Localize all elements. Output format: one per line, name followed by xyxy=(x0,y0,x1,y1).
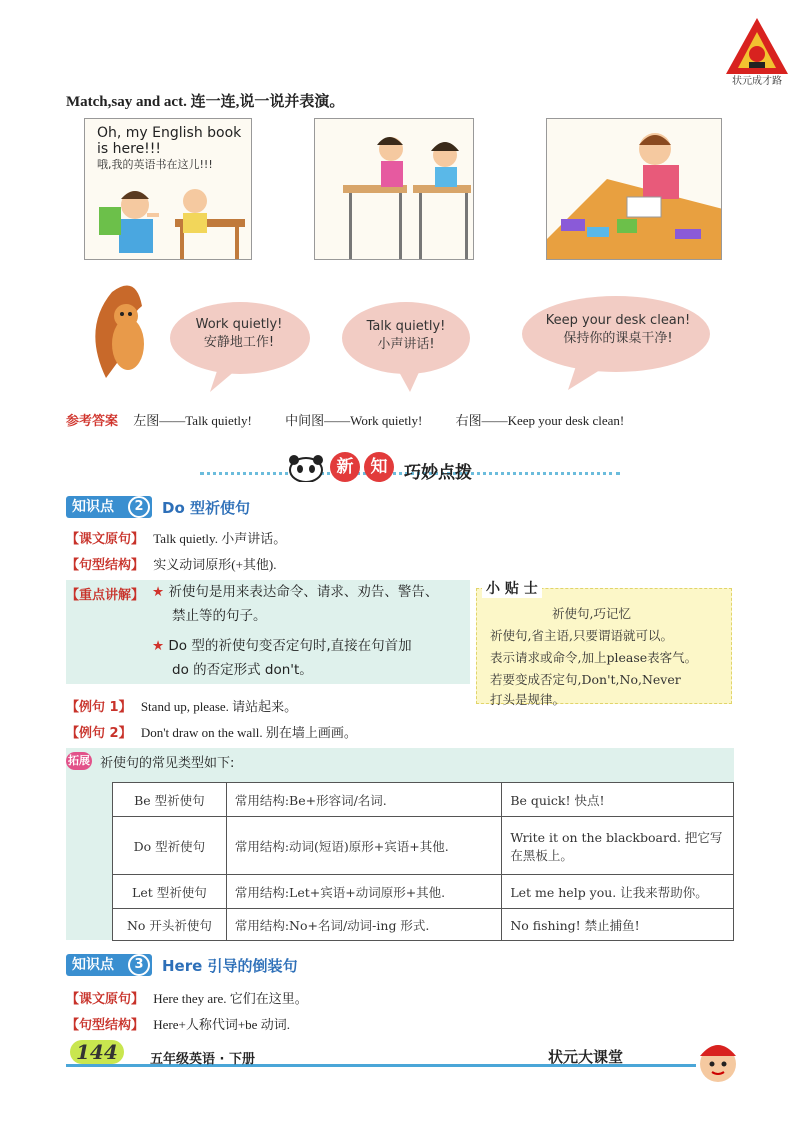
kp3-text-value: Here they are. 它们在这里。 xyxy=(153,991,308,1006)
answer-item-3: 右图——Keep your desk clean! xyxy=(455,413,625,428)
panda-icon xyxy=(286,452,326,482)
table-cell: Write it on the blackboard. 把它写在黑板上。 xyxy=(502,817,734,875)
extension-intro: 祈使句的常见类型如下: xyxy=(100,756,235,771)
extension-tag: 拓展 xyxy=(66,752,92,770)
speech-bubble-3-text xyxy=(528,312,708,348)
table-cell: 常用结构:Be+形容词/名词. xyxy=(226,783,502,817)
kp2-focus-label-row xyxy=(66,584,150,603)
speech-bubble-2-en: Talk quietly! xyxy=(366,319,446,334)
tip-line-2: 祈使句,省主语,只要谓语就可以。 xyxy=(490,628,673,643)
speech-bubble-2-text xyxy=(346,318,466,354)
ex1-value: Stand up, please. 请站起来。 xyxy=(140,699,298,714)
kp2-struct-label: 【句型结构】 xyxy=(66,558,145,573)
table-cell: 常用结构:No+名词/动词-ing 形式. xyxy=(226,909,502,941)
ex2-value: Don't draw on the wall. 别在墙上画画。 xyxy=(140,725,357,740)
page-number: 144 xyxy=(70,1040,124,1064)
banner-title: 巧妙点拨 xyxy=(404,463,472,483)
picture-panel-right xyxy=(546,118,722,260)
table-cell: No fishing! 禁止捕鱼! xyxy=(502,909,734,941)
table-cell: 常用结构:动词(短语)原形+宾语+其他. xyxy=(226,817,502,875)
squirrel-icon xyxy=(86,278,152,388)
focus-line-1a xyxy=(152,582,438,602)
table-row xyxy=(113,909,734,941)
table-cell: Do 型祈使句 xyxy=(113,817,227,875)
kp3-struct-label: 【句型结构】 xyxy=(66,1018,145,1033)
answer-label: 参考答案 xyxy=(66,414,119,429)
students-talking-icon xyxy=(315,119,474,260)
kp2-example-1 xyxy=(66,696,297,715)
tip-title: 小 贴 士 xyxy=(482,578,542,598)
table-cell: No 开头祈使句 xyxy=(113,909,227,941)
kp2-struct-value: 实义动词原形(+其他). xyxy=(153,557,277,572)
kp3-label-text: 知识点 xyxy=(72,957,114,973)
answer-item-1: 左图——Talk quietly! xyxy=(133,413,252,428)
kp2-struct-row xyxy=(66,554,277,573)
kp2-text-label: 【课文原句】 xyxy=(66,532,145,547)
logo-text: 状元成才路 xyxy=(732,76,782,87)
table-cell: Let me help you. 让我来帮助你。 xyxy=(502,875,734,909)
instruction: Match,say and act. 连一连,说一说并表演。 xyxy=(66,94,345,110)
speech-bubble-3-cn: 保持你的课桌干净! xyxy=(563,331,673,346)
bubble-text-cn: 哦,我的英语书在这儿!!! xyxy=(97,158,213,171)
picture-panel-middle xyxy=(314,118,474,260)
speech-bubble-1-text xyxy=(176,316,302,352)
table-cell: 常用结构:Let+宾语+动词原形+其他. xyxy=(226,875,502,909)
kp2-label-text: 知识点 xyxy=(72,499,114,515)
reference-answer xyxy=(66,410,654,429)
bubble-text-en: Oh, my English book is here!!! xyxy=(97,125,242,157)
table-row xyxy=(113,783,734,817)
banner-char-1: 新 xyxy=(330,452,360,482)
table-row xyxy=(113,875,734,909)
tip-line-1: 祈使句,巧记忆 xyxy=(552,606,631,621)
picture-panel-left xyxy=(84,118,252,260)
kp3-text-label: 【课文原句】 xyxy=(66,992,145,1007)
brand-name: 状元大课堂 xyxy=(548,1048,624,1066)
speech-bubble-2-cn: 小声讲话! xyxy=(377,337,435,352)
speech-bubble-3-en: Keep your desk clean! xyxy=(545,313,691,328)
table-cell: Let 型祈使句 xyxy=(113,875,227,909)
kp2-number: 2 xyxy=(128,496,150,518)
tip-line-4: 若要变成否定句,Don't,No,Never xyxy=(490,672,681,687)
kp2-example-2 xyxy=(66,722,357,741)
book-title: 五年级英语 · 下册 xyxy=(150,1052,255,1067)
kp2-title: Do 型祈使句 xyxy=(162,499,250,517)
focus-text-1a: 祈使句是用来表达命令、请求、劝告、警告、 xyxy=(168,584,439,600)
focus-text-2a: Do 型的祈使句变否定句时,直接在句首加 xyxy=(168,638,412,654)
table-cell: Be 型祈使句 xyxy=(113,783,227,817)
kp2-text-row xyxy=(66,528,286,547)
star-icon: ★ xyxy=(152,638,165,654)
ex1-label: 【例句 1】 xyxy=(66,700,132,715)
kp3-text-row xyxy=(66,988,308,1007)
star-icon: ★ xyxy=(152,584,165,600)
focus-line-2a xyxy=(152,636,412,656)
tip-line-5: 打头是规律。 xyxy=(490,692,566,707)
ex2-label: 【例句 2】 xyxy=(66,726,132,741)
boy-at-desk-icon xyxy=(547,119,722,260)
kp2-text-value: Talk quietly. 小声讲话。 xyxy=(153,531,287,546)
kp3-struct-value: Here+人称代词+be 动词. xyxy=(153,1017,290,1032)
table-row xyxy=(113,817,734,875)
focus-text-1b: 禁止等的句子。 xyxy=(172,608,267,624)
table-cell: Be quick! 快点! xyxy=(502,783,734,817)
answer-item-2: 中间图——Work quietly! xyxy=(285,413,423,428)
kp3-struct-row xyxy=(66,1014,290,1033)
kp2-focus-label: 【重点讲解】 xyxy=(66,588,145,603)
mascot-icon xyxy=(690,1034,746,1090)
focus-text-2b: do 的否定形式 don't。 xyxy=(172,662,313,678)
speech-bubble-1-cn: 安静地工作! xyxy=(203,335,275,350)
kp3-title: Here 引导的倒装句 xyxy=(162,957,298,975)
tip-line-3: 表示请求或命令,加上please表客气。 xyxy=(490,650,698,665)
speech-bubble-1-en: Work quietly! xyxy=(195,317,283,332)
kp3-number: 3 xyxy=(128,954,150,976)
bubble-text-left xyxy=(97,125,247,173)
imperative-types-table xyxy=(112,782,734,941)
banner-char-2: 知 xyxy=(364,452,394,482)
